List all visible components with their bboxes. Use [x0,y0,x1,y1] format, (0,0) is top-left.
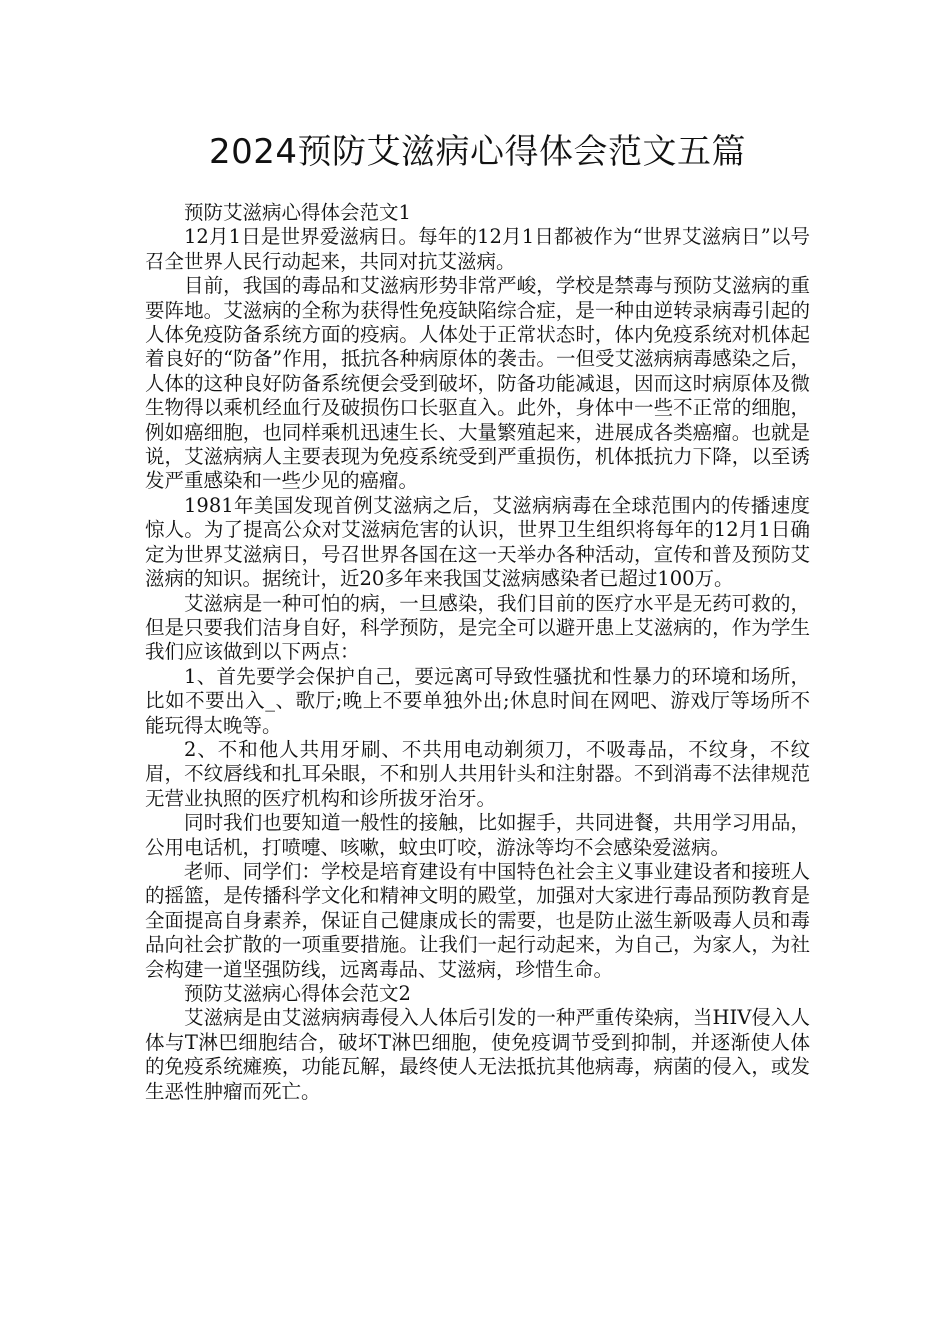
list-item-2: 2、不和他人共用牙刷、不共用电动剃须刀，不吸毒品，不纹身，不纹眉，不纹唇线和扎耳朵眼，不和别人共用针头和注射器。不到消毒不法律规范无营业执照的医疗机构和诊所拔牙治牙。 [145,737,810,810]
list-item-1: 1、首先要学会保护自己，要远离可导致性骚扰和性暴力的环境和场所，比如不要出入_、歌厅;晚上不要单独外出;休息时间在网吧、游戏厅等场所不能玩得太晚等。 [145,664,810,737]
paragraph: 目前，我国的毒品和艾滋病形势非常严峻，学校是禁毒与预防艾滋病的重要阵地。艾滋病的全称为获得性免疫缺陷综合症，是一种由逆转录病毒引起的人体免疫防备系统方面的疫病。人体处于正常状态时，体内免疫系统对机体起着良好的“防备”作用，抵抗各种病原体的袭击。一但受艾滋病病毒感染之后，人体的这种良好防备系统便会受到破坏，防备功能减退，因而这时病原体及微生物得以乘机经血行及破损伤口长驱直入。此外，身体中一些不正常的细胞，例如癌细胞，也同样乘机迅速生长、大量繁殖起来，进展成各类癌瘤。也就是说，艾滋病病人主要表现为免疫系统受到严重损伤，机体抵抗力下降，以至诱发严重感染和一些少见的癌瘤。 [145,274,810,493]
paragraph: 12月1日是世界爱滋病日。每年的12月1日都被作为“世界艾滋病日”以号召全世界人民行动起来，共同对抗艾滋病。 [145,225,810,273]
section-heading-2: 预防艾滋病心得体会范文2 [184,982,411,1005]
document-page [145,0,810,1344]
document-title: 2024预防艾滋病心得体会范文五篇 [208,132,747,172]
paragraph: 老师、同学们：学校是培育建设有中国特色社会主义事业建设者和接班人的摇篮，是传播科学文化和精神文明的殿堂，加强对大家进行毒品预防教育是全面提高自身素养，保证自己健康成长的需要，也是防止滋生新吸毒人员和毒品向社会扩散的一项重要措施。让我们一起行动起来，为自己，为家人，为社会构建一道坚强防线，远离毒品、艾滋病，珍惜生命。 [145,859,810,981]
paragraph: 艾滋病是一种可怕的病，一旦感染，我们目前的医疗水平是无药可救的，但是只要我们洁身自好，科学预防，是完全可以避开患上艾滋病的，作为学生我们应该做到以下两点： [145,591,810,664]
paragraph: 艾滋病是由艾滋病病毒侵入人体后引发的一种严重传染病，当HIV侵入人体与T淋巴细胞结合，破坏T淋巴细胞，使免疫调节受到抑制，并逐渐使人体的免疫系统瘫痪，功能瓦解，最终使人无法抵抗其他病毒，病菌的侵入，或发生恶性肿瘤而死亡。 [145,1006,810,1103]
paragraph: 同时我们也要知道一般性的接触，比如握手，共同进餐，共用学习用品，公用电话机，打喷嚏、咳嗽，蚊虫叮咬，游泳等均不会感染爱滋病。 [145,811,810,859]
paragraph: 1981年美国发现首例艾滋病之后，艾滋病病毒在全球范围内的传播速度惊人。为了提高公众对艾滋病危害的认识，世界卫生组织将每年的12月1日确定为世界艾滋病日，号召世界各国在这一天举办各种活动，宣传和普及预防艾滋病的知识。据统计，近20多年来我国艾滋病感染者已超过100万。 [145,493,810,591]
document-body [145,201,810,1104]
section-heading-1: 预防艾滋病心得体会范文1 [184,201,411,224]
